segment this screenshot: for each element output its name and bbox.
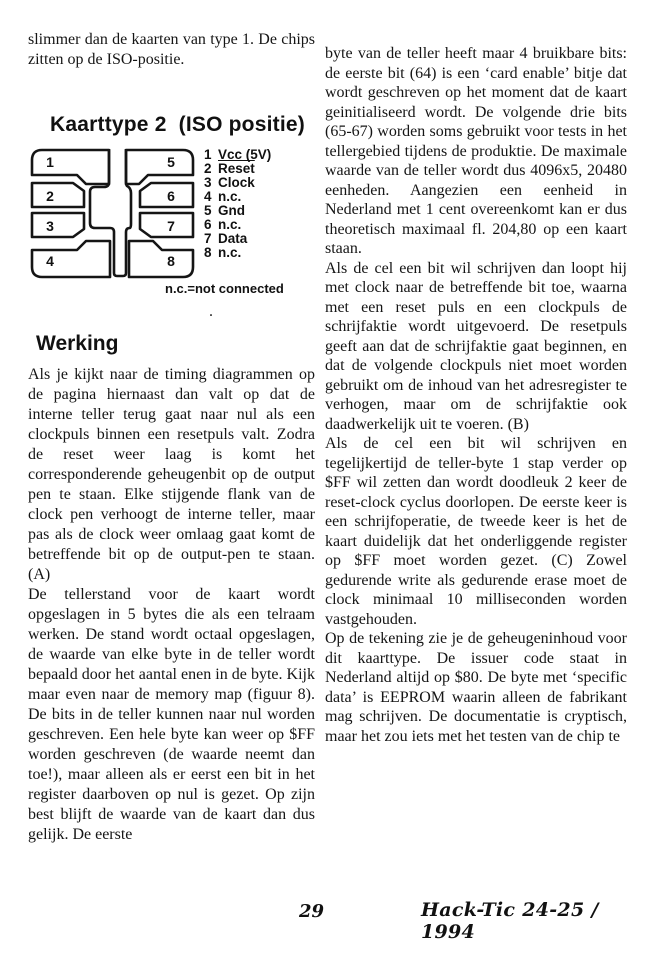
pad-number: 6 (167, 188, 175, 204)
body-paragraph: Als je kijkt naar de timing diagrammen op de pagina hiernaast dan valt op dat de interne teller terug gaat naar nul als een clockpuls binnen een resetpuls valt. Zodra de reset weer laag is komt het corresponderende geheugenbit op de output pen te staan. Elke stijgende flank van de clock pen verhoogt de interne teller, maar pas als de clock weer omlaag gaat komt de betreffende bit op de output-pen te staan. (A) (28, 366, 315, 583)
pad-number: 3 (46, 218, 54, 234)
legend-pin: 4 (204, 189, 212, 204)
pad-number: 8 (167, 253, 175, 269)
legend-pin: 6 (204, 217, 212, 232)
legend-name: Clock (218, 175, 255, 190)
chip-diagram (28, 147, 315, 299)
legend-suffix: (5V) (245, 147, 272, 162)
legend-pin: 1 (204, 147, 212, 162)
legend-row-gnd (204, 204, 271, 218)
pad-number: 1 (46, 154, 54, 170)
legend-row-nc4 (204, 190, 271, 204)
legend-row-vcc (204, 148, 271, 162)
chip-contact-drawing (28, 147, 198, 280)
legend-pin: 8 (204, 245, 212, 260)
legend-name: Data (218, 231, 248, 246)
pad-number: 7 (167, 218, 175, 234)
page-number: 29 (299, 901, 325, 922)
pad-2-shape (32, 183, 84, 207)
legend-pin: 5 (204, 203, 212, 218)
body-paragraph: Op de tekening zie je de geheugeninhoud voor dit kaarttype. De issuer code staat in Nederland altijd op $80. De byte met ‘specific data’ is EEPROM waarin alleen de fabrikant mag schrijven. De documentatie is cryptisch, maar het zou iets met het testen van de chip te (325, 630, 627, 745)
legend-name: Vcc (218, 147, 243, 162)
left-column (28, 30, 315, 845)
journal-title: Hack-Tic 24-25 / 1994 (421, 899, 599, 943)
pad-8-shape (129, 241, 193, 277)
intro-paragraph: slimmer dan de kaarten van type 1. De chips zitten op de ISO-positie. (28, 31, 315, 68)
legend-name: n.c. (218, 189, 242, 204)
pad-4-shape (32, 241, 110, 277)
legend-pin: 7 (204, 231, 212, 246)
right-column (325, 36, 627, 746)
body-paragraph: Als de cel een bit wil schrijven en tegelijkertijd de teller-byte 1 stap verder op $FF wil zetten dan wordt doodleuk 2 keer de reset-clock cyclus doorlopen. De eerste keer is een schrijfoperatie, de tweede keer is het de kaart duidelijk dat het onderliggende register op $FF moet worden gezet. (C) Zowel gedurende write als gedurende erase moet de clock minimaal 10 milliseconden worden vastgehouden. (325, 435, 627, 628)
pad-number: 4 (46, 253, 54, 269)
pad-5-shape (126, 150, 193, 184)
legend-name: n.c. (218, 245, 242, 260)
scan-artifact-dot: . (209, 303, 213, 320)
body-paragraph: De tellerstand voor de kaart wordt opgeslagen in 5 bytes die als een telraam werken. De stand wordt octaal opgeslagen, de waarde van elke byte in de teller wordt bepaald door het aantal enen in de byte. Kijk maar even naar de memory map (figuur 8). De bits in de teller kunnen naar nul worden geschreven. Een hele byte kan weer op $FF worden geschreven (de waarde neemt dan toe!), maar alleen als er eerst een bit in het register daarboven op nul is gezet. Op zijn best blijft de waarde van de kaart dan dus gelijk. De eerste (28, 586, 315, 843)
legend-pin: 2 (204, 161, 212, 176)
body-paragraph: Als de cel een bit wil schrijven dan loopt hij met clock naar de betreffende bit toe, waarna met een reset puls en een clockpuls de schrijfaktie wordt uitgevoerd. De resetpuls geeft aan dat de schrijfaktie gaat beginnen, en dat de volgende clockpuls niet moet worden gebruikt om de inhoud van het adresregister te verhogen, maar om de schrijfaktie ook daadwerkelijk uit te voeren. (B) (325, 259, 627, 433)
legend-row-nc6 (204, 218, 271, 232)
legend-row-clock (204, 176, 271, 190)
pad-number: 2 (46, 188, 54, 204)
body-paragraph: byte van de teller heeft maar 4 bruikbare bits: de eerste bit (64) is een ‘card enable’ bitje dat wordt geschreven op het moment dat de kaart geinitialiseerd wordt. De volgende drie bits (65-67) worden soms gebruikt voor tests in het tellergebied tijdens de produktie. De maximale waarde van de teller wordt dus 4096x5, 20480 eenheden. Aangezien een eenheid in Nederland met 1 cent overeenkomt kan er dus theoretisch maximaal fl. 204,80 op een kaart staan. (325, 45, 627, 257)
nc-note: n.c.=not connected (165, 281, 284, 296)
section-heading: Werking (36, 332, 119, 355)
legend-name: Gnd (218, 203, 245, 218)
legend-row-data (204, 232, 271, 246)
pad-3-shape (32, 213, 84, 237)
legend-row-nc8 (204, 246, 271, 260)
pin-legend (204, 148, 271, 260)
legend-row-reset (204, 162, 271, 176)
legend-pin: 3 (204, 175, 212, 190)
legend-name: Reset (218, 161, 255, 176)
pad-1-shape (32, 150, 109, 184)
pad-number: 5 (167, 154, 175, 170)
legend-name: n.c. (218, 217, 242, 232)
diagram-title: Kaarttype 2 (ISO positie) (50, 113, 305, 136)
